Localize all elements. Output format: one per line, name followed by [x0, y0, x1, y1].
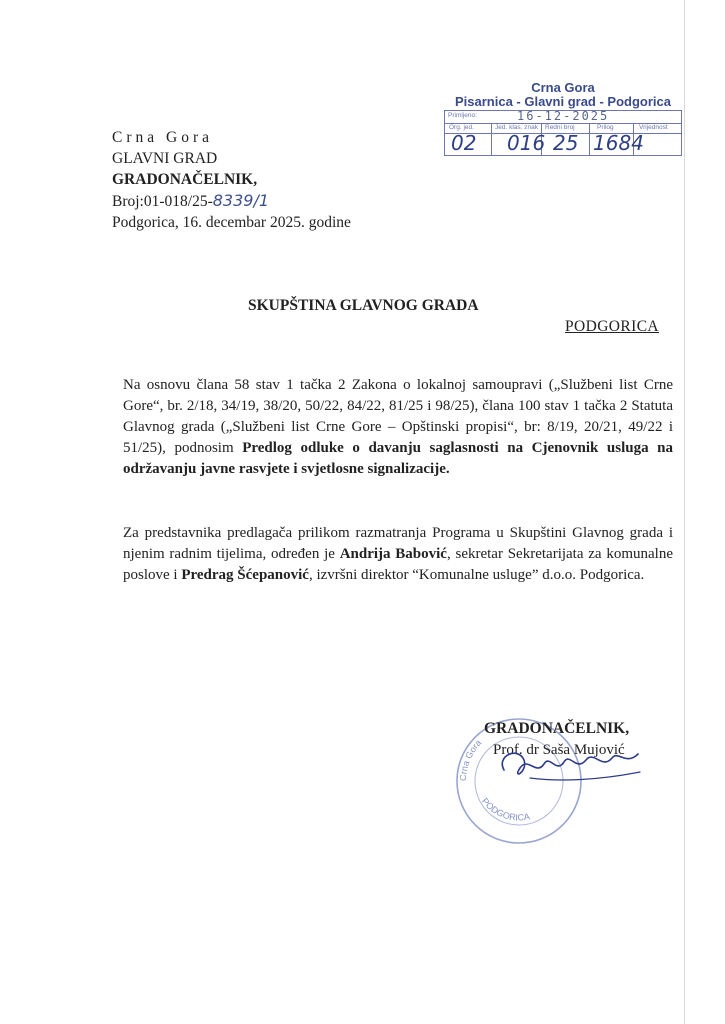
header-country: Crna Gora	[112, 129, 213, 146]
header-number-prefix: Broj:01-018/25-	[112, 193, 213, 210]
header-role: GRADONAČELNIK,	[112, 171, 258, 188]
stamp-divider	[491, 123, 492, 155]
stamp-handwritten-number: 1684	[593, 131, 644, 155]
registry-stamp	[444, 80, 682, 172]
page-edge-line	[684, 0, 685, 1024]
stamp-col-label: Jed. klas. znak	[495, 124, 538, 131]
signature-name: Prof. dr Saša Mujović	[493, 742, 625, 758]
stamp-line1: Crna Gora	[531, 80, 595, 95]
paragraph-2-text: Za predstavnika predlagača prilikom razmatranja Programa u Skupštini Glavnog grada i njenim radnim tijelima, određen je	[123, 525, 673, 562]
handwritten-signature	[490, 740, 650, 790]
stamp-line2: Pisarnica - Glavni grad - Podgorica	[454, 94, 671, 109]
stamp-divider	[589, 123, 590, 155]
paragraph-1-proposal: Predlog odluke o davanju saglasnosti na Cjenovnik usluga na održavanju javne rasvjete i svjetlosne signalizacije.	[123, 440, 673, 477]
stamp-handwritten-class: 016	[507, 131, 546, 155]
header-city-office: GLAVNI GRAD	[112, 150, 218, 167]
stamp-col-label: Vrijednost	[639, 124, 668, 131]
body-paragraph-2	[123, 523, 673, 586]
header-number-handwritten: 8339/1	[212, 191, 270, 210]
seal-text-bottom: PODGORICA	[479, 796, 531, 823]
paragraph-2-text: , sekretar Sekretarijata za komunalne poslove i	[123, 546, 674, 583]
stamp-handwritten-year: 25	[553, 131, 579, 155]
addressee-title: SKUPŠTINA GLAVNOG GRADA	[248, 297, 479, 314]
stamp-received-label: Primljeno:	[448, 112, 477, 119]
addressee-city: PODGORICA	[565, 318, 660, 335]
stamp-col-label: Prilog	[597, 124, 614, 131]
stamp-handwritten-org: 02	[451, 131, 477, 155]
stamp-received-date: 16-12-2025	[517, 109, 610, 123]
stamp-col-label: Org. jed.	[449, 124, 474, 131]
paragraph-1-text: Na osnovu člana 58 stav 1 tačka 2 Zakona o lokalnoj samoupravi („Službeni list Crne Gore“, br. 2/18, 34/19, 38/20, 50/22, 84/22, 81/25 i 98/25), člana 100 stav 1 tačka 2 Statuta Glavnog grada („Službeni list Crne Gore – Opštinski propisi“, br: 8/19, 20/21, 49/22 i 51/25), podnosim	[123, 377, 673, 456]
stamp-grid	[444, 110, 682, 156]
body-paragraph-1	[123, 375, 673, 480]
signature-title: GRADONAČELNIK,	[484, 720, 630, 737]
representative-name-1: Andrija Babović	[339, 546, 447, 562]
stamp-col-label: Redni broj	[545, 124, 575, 131]
header-number	[112, 191, 269, 212]
header-place-date: Podgorica, 16. decembar 2025. godine	[112, 214, 351, 231]
paragraph-2-text: , izvršni direktor “Komunalne usluge” d.o.o. Podgorica.	[308, 567, 645, 583]
representative-name-2: Predrag Šćepanović	[181, 567, 309, 583]
seal-text-top: Crna Gora	[457, 737, 484, 782]
